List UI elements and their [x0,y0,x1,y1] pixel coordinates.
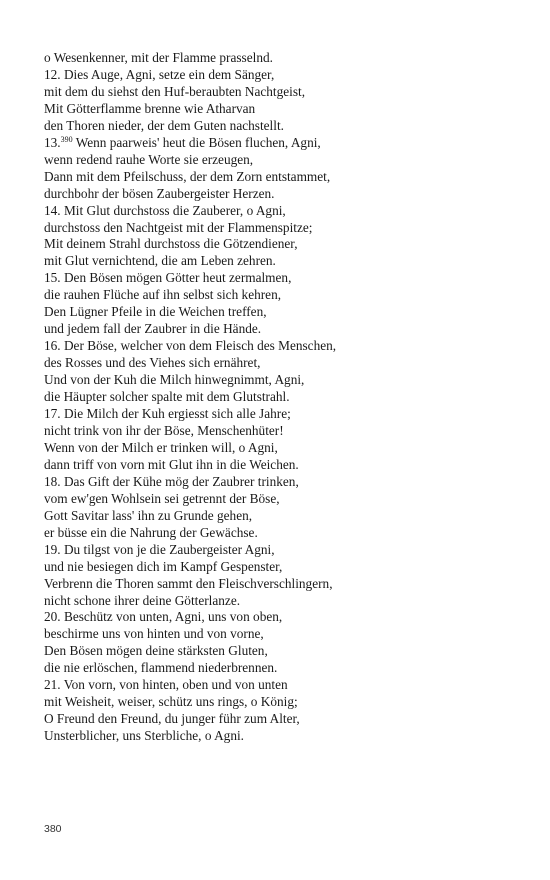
text-line: Den Bösen mögen deine stärksten Gluten, [44,643,268,659]
text-line [44,135,524,152]
text-line: 17. Die Milch der Kuh ergiesst sich alle Jahre; [44,406,291,422]
text-line: 16. Der Böse, welcher von dem Fleisch des Menschen, [44,338,337,354]
verse-text: Wenn paarweis' heut die Bösen fluchen, Agni, [72,134,321,150]
text-line: nicht trink von ihr der Böse, Menschenhüter! [44,422,284,438]
poem-text [44,50,524,745]
text-line: 14. Mit Glut durchstoss die Zauberer, o Agni, [44,202,286,218]
text-line: Dann mit dem Pfeilschuss, der dem Zorn entstammet, [44,168,331,184]
text-line: nicht schone ihrer deine Götterlanze. [44,592,241,608]
text-line: 19. Du tilgst von je die Zaubergeister Agni, [44,541,275,557]
footnote-reference: 390 [60,134,73,144]
text-line: beschirme uns von hinten und von vorne, [44,626,264,642]
text-line: und jedem fall der Zaubrer in die Hände. [44,321,262,337]
text-line: er büsse ein die Nahrung der Gewächse. [44,524,258,540]
text-line: mit Glut vernichtend, die am Leben zehren. [44,253,276,269]
text-line: Und von der Kuh die Milch hinwegnimmt, Agni, [44,372,305,388]
text-line: des Rosses und des Viehes sich ernähret, [44,355,261,371]
text-line: und nie besiegen dich im Kampf Gespenster, [44,558,283,574]
text-line: o Wesenkenner, mit der Flamme prasselnd. [44,50,273,65]
text-line: durchstoss den Nachtgeist mit der Flammenspitze; [44,219,313,235]
verse-number: 13. [44,134,61,150]
text-line: Wenn von der Milch er trinken will, o Agni, [44,439,278,455]
text-line: Gott Savitar lass' ihn zu Grunde gehen, [44,507,253,523]
text-line: Den Lügner Pfeile in die Weichen treffen, [44,304,267,320]
text-line: 20. Beschütz von unten, Agni, uns von oben, [44,609,283,625]
text-line: die Häupter solcher spalte mit dem Glutstrahl. [44,389,290,405]
text-line: durchbohr der bösen Zaubergeister Herzen. [44,185,275,201]
text-line: vom ew'gen Wohlsein sei getrennt der Böse, [44,490,280,506]
text-line: den Thoren nieder, der dem Guten nachstellt. [44,117,284,133]
text-line: 12. Dies Auge, Agni, setze ein dem Sänger, [44,66,275,82]
text-line: Mit deinem Strahl durchstoss die Götzendiener, [44,236,298,252]
text-line: die rauhen Flüche auf ihn selbst sich kehren, [44,287,282,303]
page-number: 380 [44,823,62,835]
text-line: Unsterblicher, uns Sterbliche, o Agni. [44,728,244,744]
text-line: mit dem du siehst den Huf-beraubten Nachtgeist, [44,83,306,99]
text-line: 21. Von vorn, von hinten, oben und von unten [44,677,288,693]
text-line: Verbrenn die Thoren sammt den Fleischverschlingern, [44,575,333,591]
text-line: dann triff von vorn mit Glut ihn in die Weichen. [44,456,299,472]
text-line: Mit Götterflamme brenne wie Atharvan [44,100,256,116]
text-line: O Freund den Freund, du junger führ zum Alter, [44,711,300,727]
text-line: die nie erlöschen, flammend niederbrennen. [44,660,278,676]
text-line: mit Weisheit, weiser, schütz uns rings, o König; [44,694,298,710]
text-line: wenn redend rauhe Worte sie erzeugen, [44,151,254,167]
text-line: 18. Das Gift der Kühe mög der Zaubrer trinken, [44,473,299,489]
text-line: 15. Den Bösen mögen Götter heut zermalmen, [44,270,292,286]
